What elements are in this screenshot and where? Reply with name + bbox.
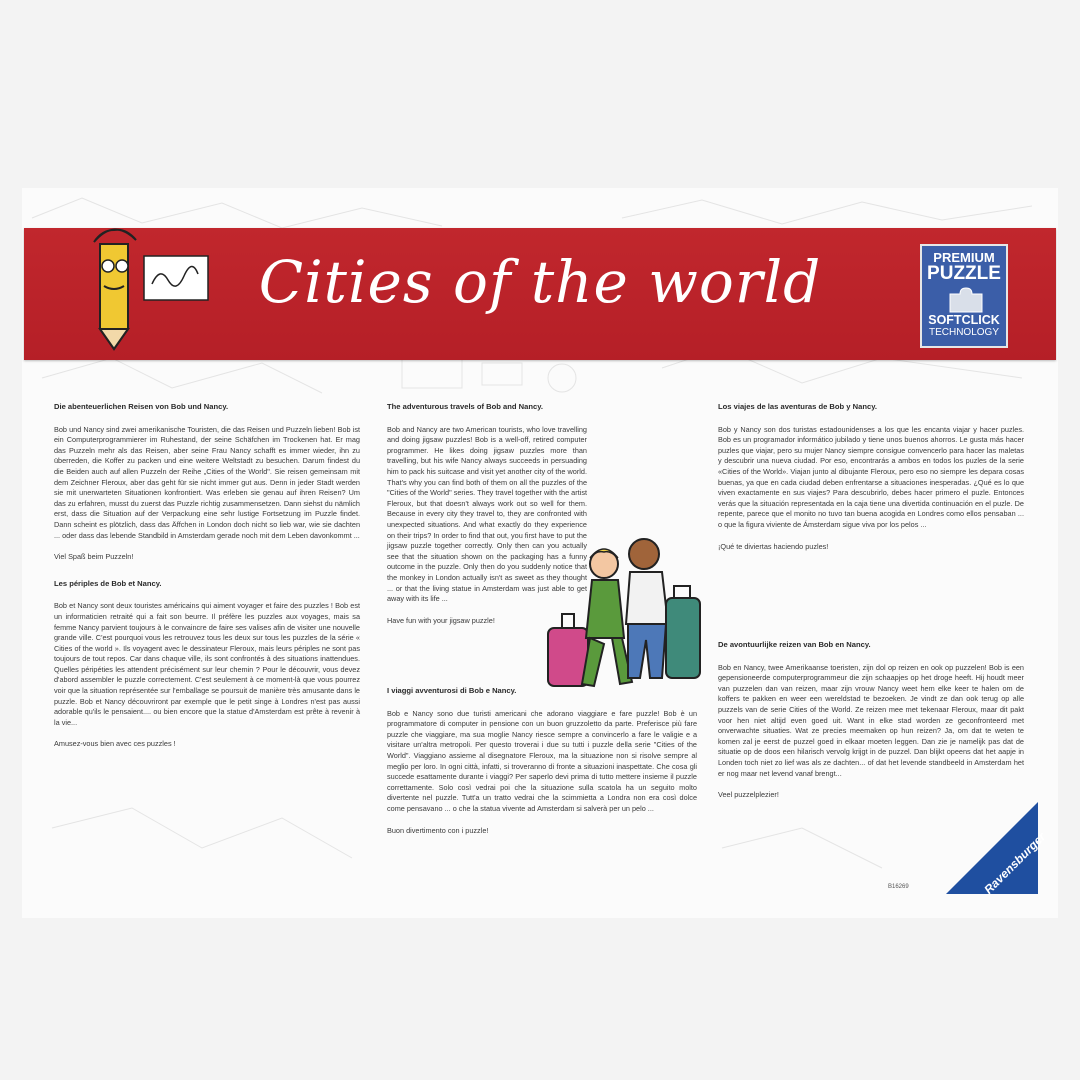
artist-pencil-illustration xyxy=(80,214,220,354)
section-body-en: Bob and Nancy are two American tourists, who love travelling and doing jigsaw puzzles! Bob is a well-off, retired computer programmer. He likes doing jigsaw puzzles more than travelling, but his wife Nancy always succeeds in persuading him to pack his suitcase and visit yet another city of the world. That's why you can find both of them on all the puzzles of the "Cities of the World" series. They travel together with the artist Fleroux, but that doesn't always work out so well for them. Because in every city they travel to, they are confronted with unexpected situations. And what exactly do they experience on their trips? In order to find that out, you first have to put the jigsaw puzzle together correctly. Only then can you actually see that the situation shown on the packaging has a funny outcome in the puzzle. Only then do you suddenly notice that the monkey in London actually isn't as sweet as they thought ... or that the living statue in Amsterdam was just able to get away with its life ... xyxy=(387,424,587,604)
section-heading-de: Die abenteuerlichen Reisen von Bob und Nancy. xyxy=(54,402,229,411)
section-closing-es: ¡Qué te diviertas haciendo puzles! xyxy=(718,541,829,551)
puzzle-piece-icon xyxy=(948,286,984,314)
premium-puzzle-badge xyxy=(920,244,1008,348)
section-body-it: Bob e Nancy sono due turisti americani che adorano viaggiare e fare puzzle! Bob è un programmatore di computer in pensione con un buon gruzzoletto da parte. Preferisce più fare puzzle che viaggiare, ma sua moglie Nancy riesce sempre a convincerlo a fare le valigie e a visitare un'altra metropoli. Per questo troverai i due su tutti i puzzle della serie "Cities of the World". Viaggiano assieme al disegnatore Fleroux, ma la situazione non si risolve sempre al meglio per loro. In ogni città, infatti, si troveranno di fronte a situazioni inaspettate. Che cosa gli succede esattamente durante i viaggi? Per saperlo devi prima di tutto mettere insieme il puzzle correttamente. Solo così vedrai poi che la situazione sulla scatola ha un seguito molto divertente nel puzzle. Tutt'a un tratto vedrai che la scimmietta a Londra non era così dolce come pensavano ... o che la statua vivente ad Amsterdam si salverà per un pelo ... xyxy=(387,708,697,813)
section-italian xyxy=(387,686,697,847)
section-body-de: Bob und Nancy sind zwei amerikanische Touristen, die das Reisen und Puzzeln lieben! Bob ist ein Computerprogrammierer im Ruhestand, der seine Schäfchen im Trockenen hat. Er mag das Puzzeln mehr als das Reisen, aber seine Frau Nancy schafft es immer wieder, ihn zu überreden, die Koffer zu packen und eine weitere Weltstadt zu besuchen. Darum findest du die Beiden auch auf allen Puzzeln der Reihe „Cities of the World". Sie reisen gemeinsam mit dem Zeichner Fleroux, aber das geht für sie nicht immer gut aus. Denn in jeder Stadt werden sie mit unerwarteten Situationen konfrontiert. Was erleben sie genau auf ihren Reisen? Um das zu erfahren, musst du zuerst das Puzzle richtig zusammensetzen. Dann siehst du nämlich erst, dass die Situation auf der Verpackung eine sehr lustige Fortsetzung im Puzzle findet. Dann scheint es plötzlich, dass das Äffchen in London doch nicht so lieb war, wie sie dachten ... oder dass das lebende Standbild in Amsterdam gerade noch mit dem Leben davonkommt ... xyxy=(54,424,360,540)
premium-label: PREMIUM xyxy=(933,250,995,265)
section-body-nl: Bob en Nancy, twee Amerikaanse toeristen, zijn dol op reizen en ook op puzzelen! Bob is een gepensioneerde computerprogrammeur die zijn schaapjes op het droge heeft. Hij houdt meer van puzzelen dan van reizen, maar zijn vrouw Nancy weet hem elke keer te halen om de koffers te pakken en weer een wereldstad te bezoeken. Je vindt ze dan ook terug op alle puzzels van de serie Cities of the World. Ze reizen mee met tekenaar Fleroux, maar dit pakt voor hen niet altijd even goed uit. Want in elke stad worden ze geconfronteerd met onverwachte situaties. Wat ze precies meemaken op hun reizen? Ja, om dat te weten te komen zal je eerst de puzzel goed in elkaar moeten leggen. Dan zie je namelijk pas dat de situatie op de doos een hilarisch vervolg krijgt in de puzzel. Dan blijkt opeens dat het aapje in Londen toch niet zo lief was als ze dachten... of dat het levende standbeeld in Amsterdam het er nog maar net levend vanaf brengt... xyxy=(718,662,1024,778)
softclick-label: SOFTCLICK xyxy=(928,313,1000,327)
bob-and-nancy-illustration xyxy=(540,528,710,698)
section-heading-en: The adventurous travels of Bob and Nancy. xyxy=(387,402,543,411)
section-closing-fr: Amusez-vous bien avec ces puzzles ! xyxy=(54,739,176,749)
section-closing-it: Buon divertimento con i puzzle! xyxy=(387,825,489,835)
section-heading-es: Los viajes de las aventuras de Bob y Nancy. xyxy=(718,402,877,411)
column-right xyxy=(718,402,1024,563)
banner-title: Cities of the world xyxy=(258,248,822,316)
section-dutch xyxy=(718,640,1024,812)
section-heading-it: I viaggi avventurosi di Bob e Nancy. xyxy=(387,686,517,695)
section-body-es: Bob y Nancy son dos turistas estadounidenses a los que les encanta viajar y hacer puzles. Bob es un programador informático jubilado y tiene unos buenos ahorros. Le gusta más hacer puzles que viajar, pero su mujer Nancy siempre consigue convencerlo para hacer las maletas y descubrir una nueva ciudad. Por eso, encontrarás a ambos en todos los puzles de la serie «Cities of the World». Viajan junto al dibujante Fleroux, pero eso no siempre les depara cosas buenas, ya que en cada ciudad deben enfrentarse a situaciones inesperadas. ¿Qué es lo que viven exactamente en sus viajes? Para descubrirlo, debes hacer primero el puzle. Entonces verás que la situación representada en la caja tiene una divertida continuación en el puzle. De repente, parece que el monito no tuvo tan buena acogida en Londres como ellos pensaban ... o que la figura viviente de Ámsterdam sigue viva por los pelos ... xyxy=(718,424,1024,529)
ravensburger-logo xyxy=(946,802,1049,897)
section-closing-de: Viel Spaß beim Puzzeln! xyxy=(54,552,134,562)
section-closing-nl: Veel puzzelplezier! xyxy=(718,790,779,800)
ravensburger-logo-text: Ravensburger xyxy=(981,829,1049,897)
column-left xyxy=(54,402,360,761)
section-closing-en: Have fun with your jigsaw puzzle! xyxy=(387,615,495,625)
section-heading-nl: De avontuurlijke reizen van Bob en Nancy. xyxy=(718,640,871,649)
product-code: B16269 xyxy=(888,884,909,890)
section-body-fr: Bob et Nancy sont deux touristes américains qui aiment voyager et faire des puzzles ! Bob est un informaticien retraité qui a fait son beurre. Il préfère les puzzles aux voyages, mais sa femme Nancy parvient toujours à le convaincre de faire ses valises afin de visiter une nouvelle grande ville. C'est pourquoi vous les retrouvez tous les deux sur tous les puzzles de la série « Cities of the world ». Ils voyagent avec le dessinateur Fleroux, mais leurs périples ne sont pas toujours de tout repos. Car dans chaque ville, ils sont confrontés à des situations inattendues. Quelles péripéties les attendent précisément sur leur chemin ? Pour le découvrir, vous devez d'abord assembler le puzzle correctement. C'est seulement à ce moment-là que vous pourrez voir que la situation représentée sur l'emballage se poursuit de manière très amusante dans le puzzle. Bob et Nancy découvriront par exemple que le petit singe à Londres n'est pas aussi adorable qu'ils le pensaient.... ou bien encore que la statue d'Amsterdam est prête à revenir à la vie... xyxy=(54,601,360,727)
puzzle-label: PUZZLE xyxy=(927,263,1001,284)
technology-label: TECHNOLOGY xyxy=(928,327,999,338)
section-heading-fr: Les périples de Bob et Nancy. xyxy=(54,578,162,588)
